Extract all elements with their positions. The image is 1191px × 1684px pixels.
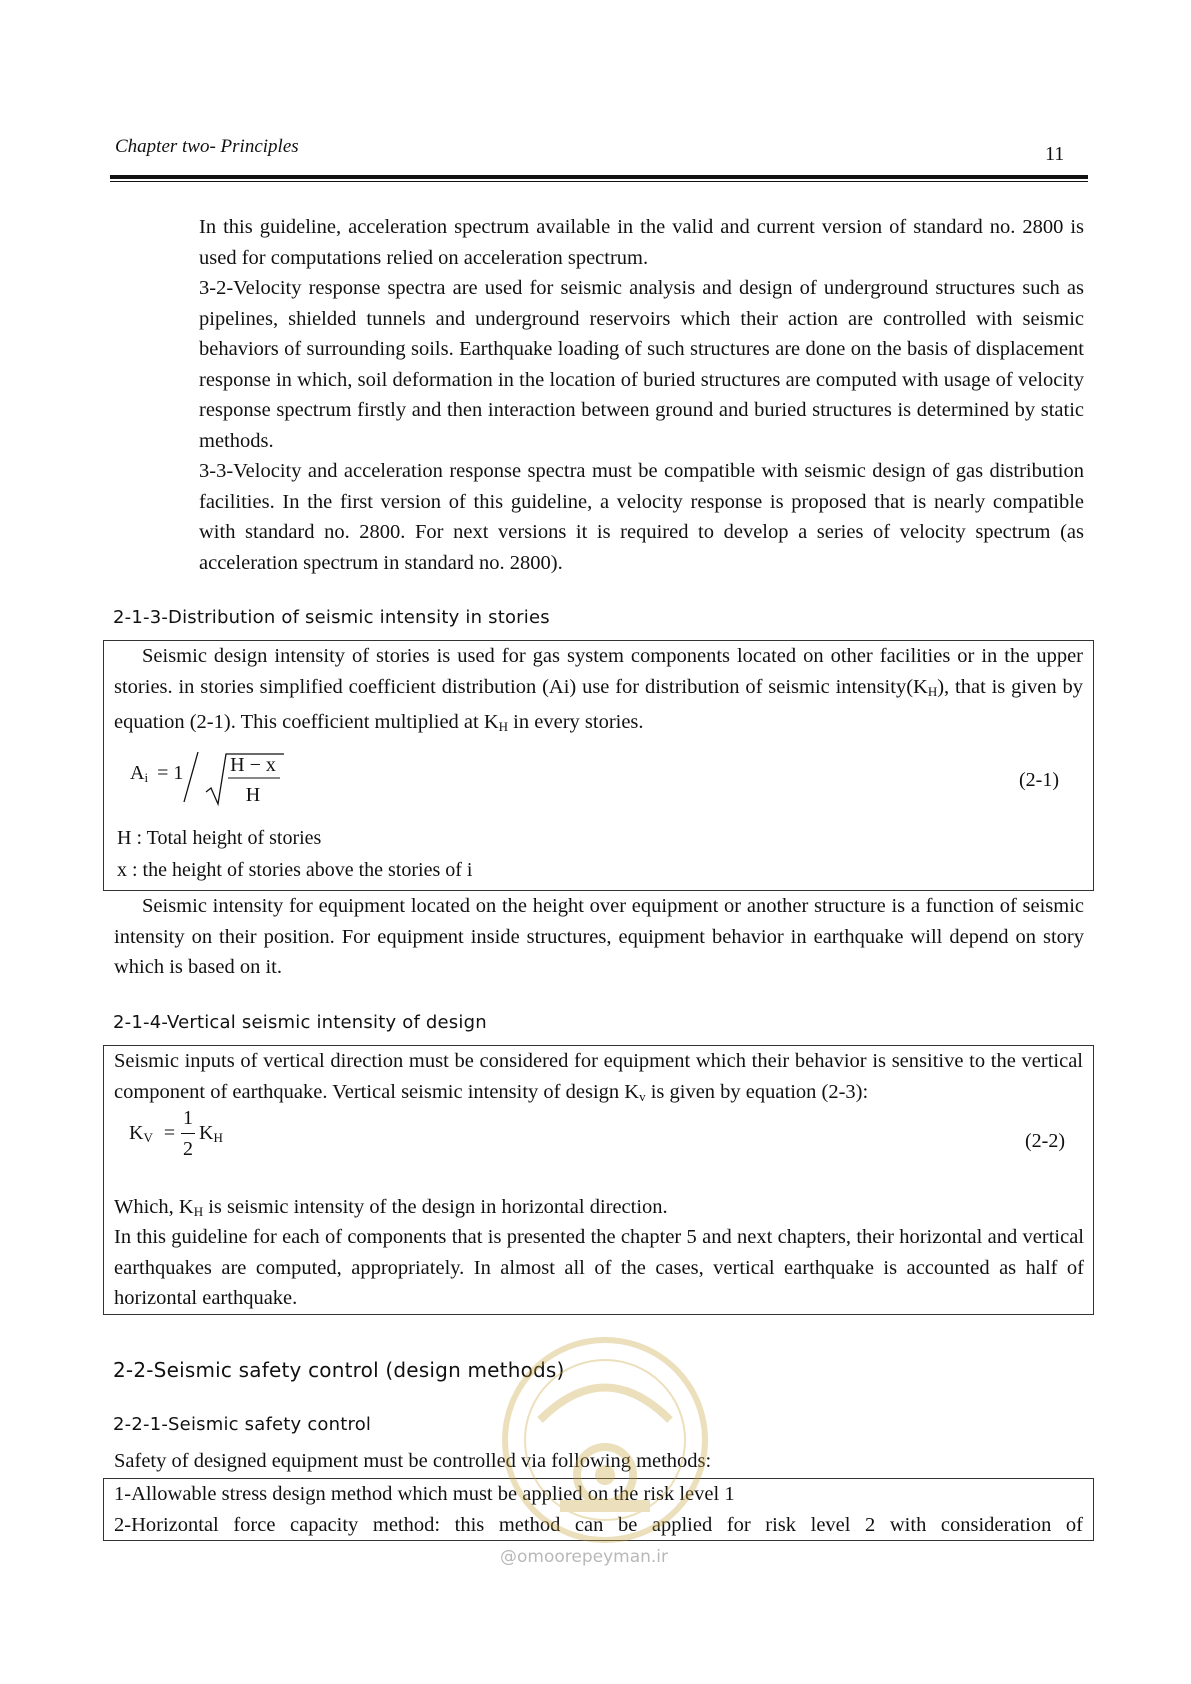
intro-block <box>199 212 1084 578</box>
definition-x: x : the height of stories above the stories of i <box>117 859 473 881</box>
method-item-2: 2-Horizontal force capacity method: this method can be applied for risk level 2 with consideration of <box>114 1513 1083 1536</box>
chapter-title: Chapter two- Principles <box>115 136 299 157</box>
definition-h: H : Total height of stories <box>117 827 322 849</box>
intro-paragraph-2: 3-2-Velocity response spectra are used for seismic analysis and design of underground structures such as pipelines, shielded tunnels and underground reservoirs which their action are controlled with seismic behaviors of surrounding soils. Earthquake loading of such structures are done on the basis of displacement response in which, soil deformation in the location of buried structures are computed with usage of velocity response spectrum firstly and then interaction between ground and buried structures is determined by static methods. <box>199 277 1084 452</box>
watermark-logo <box>490 1325 720 1555</box>
section-heading-2-1-3: 2-1-3-Distribution of seismic intensity in stories <box>113 607 550 628</box>
header-rule-thin <box>110 181 1088 182</box>
header-rule-thick <box>110 175 1088 179</box>
intro-paragraph-1: In this guideline, acceleration spectrum available in the valid and current version of standard no. 2800 is used for computations relied on acceleration spectrum. <box>199 216 1084 269</box>
equation-2-1-numerator: H − x <box>230 754 276 776</box>
equation-2-2-number: (2-2) <box>1025 1130 1065 1152</box>
section-heading-2-2-1: 2-2-1-Seismic safety control <box>113 1414 372 1435</box>
equation-2-1-number: (2-1) <box>1019 769 1059 791</box>
section-heading-2-1-4: 2-1-4-Vertical seismic intensity of design <box>113 1012 487 1033</box>
which-line: Which, $K_H$ is seismic intensity of the design in horizontal direction. <box>114 1196 668 1219</box>
equation-2-2-denominator: 2 <box>183 1138 193 1160</box>
equation-2-2-lhs: $K_V$ = <box>129 1122 176 1145</box>
distribution-after-paragraph: Seismic intensity for equipment located on the height over equipment or another structure is a function of seismic intensity on their position. For equipment inside structures, equipment behavior in earthquake will depend on story which is based on it. <box>114 895 1084 978</box>
section-heading-2-2: 2-2-Seismic safety control (design methods) <box>113 1358 565 1382</box>
method-item-1: 1-Allowable stress design method which must be applied on the risk level 1 <box>114 1483 735 1505</box>
equation-2-2-numerator: 1 <box>183 1107 193 1129</box>
intro-paragraph-3: 3-3-Velocity and acceleration response spectra must be compatible with seismic design of gas distribution facilities. In the first version of this guideline, a velocity response is proposed that is nearly compatible with standard no. 2800. For next versions it is required to develop a series of velocity spectrum (as acceleration spectrum in standard no. 2800). <box>199 460 1084 574</box>
watermark-text: @omoorepeyman.ir <box>500 1547 669 1567</box>
vertical-intensity-box-text: Seismic inputs of vertical direction must be considered for equipment which their behavior is sensitive to the vertical component of earthquake. Vertical seismic intensity of design $K_v$ is given by equation (2-3): <box>114 1050 1083 1104</box>
distribution-box-text: Seismic design intensity of stories is used for gas system components located on other facilities or in the upper stories. in stories simplified coefficient distribution (Ai) use for distribution of seismic $intensity(K_H)$, that is given by equation (2-1). This coefficient multiplied at $K_H$ in every stories. <box>114 645 1083 734</box>
page-number: 11 <box>1045 143 1065 165</box>
equation-2-2-rhs: $K_H$ <box>199 1122 223 1145</box>
equation-2-1-lhs: $A_i = 1$ <box>130 762 184 785</box>
equation-2-1-denominator: H <box>245 784 261 806</box>
equation-2-2-fraction-bar <box>181 1133 195 1134</box>
vertical-closing-paragraph: In this guideline for each of components that is presented the chapter 5 and next chapters, their horizontal and vertical earthquakes are computed, appropriately. In almost all of the cases, vertical earthquake is accounted as half of horizontal earthquake. <box>114 1226 1084 1309</box>
safety-intro: Safety of designed equipment must be controlled via following methods: <box>114 1450 712 1472</box>
